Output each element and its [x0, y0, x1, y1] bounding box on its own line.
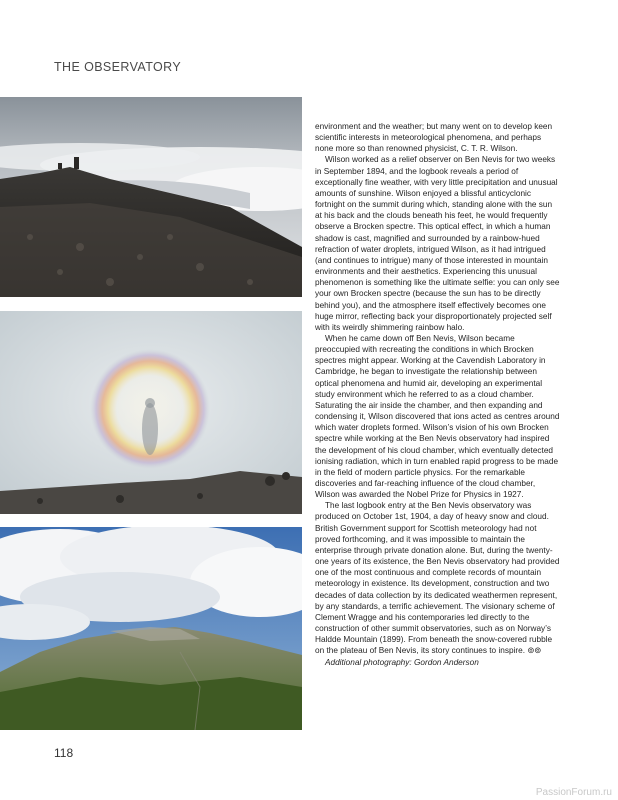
article-body [315, 121, 560, 668]
photo-brocken-spectre-image [0, 311, 302, 514]
photo-summit-cairn [0, 97, 302, 297]
photo-brocken-spectre [0, 311, 302, 514]
paragraph-2: Wilson worked as a relief observer on Ben Nevis for two weeks in September 1894, and the logbook reveals a period of exceptionally fine weather, with very little precipitation and unusual amounts of sunshine. Wilson enjoyed a blissful anticyclonic fortnight on the summit during which, standing alone with the sun at his back and the clouds beneath his feet, he would frequently observe a Brocken spectre. This optical effect, in which a human shadow is cast, magnified and surrounded by a rainbow-hued refraction of water droplets, intrigued Wilson, as it had intrigued (and continues to intrigue) many of those interested in mountain environments and their aesthetics. Experiencing this unusual phenomenon is something like the ultimate selfie: you can only see your own Brocken spectre (because the sun has to be directly behind you), and the atmosphere itself effectively becomes one huge mirror, reflecting back your disproportionately projected self with its weirdly shimmering rainbow halo. [315, 155, 560, 332]
photo-summit-cairn-image [0, 97, 302, 297]
paragraph-3: When he came down off Ben Nevis, Wilson became preoccupied with recreating the conditions in which Brocken spectres might appear. Working at the Cavendish Laboratory in Cambridge, he began to investigate the relationship between optical phenomena and humid air, developing an experimental study environment which he referred to as a cloud chamber. Saturating the air inside the chamber, and then expanding and condensing it, Wilson discovered that ions acted as centres around which water droplets formed. Wilson’s vision of his own Brocken spectre while working at the Ben Nevis observatory had inspired the development of his cloud chamber, which eventually detected ionising radiation, which in turn enabled rapid progress to be made in the field of modern particle physics. For the remarkable discoveries and far-reaching influence of the cloud chamber, Wilson was awarded the Nobel Prize for Physics in 1927. [315, 333, 560, 500]
paragraph-4: The last logbook entry at the Ben Nevis observatory was produced on October 1st, 1904, a day of heavy snow and cloud. British Government support for Scottish meteorology had not proved forthcoming, and it was impossible to maintain the enterprise through private donation alone. But, during the twenty-one years of its existence, the Ben Nevis observatory had provided one of the most continuous and complete records of mountain meteorology in existence. Its development, construction and two decades of data collection by its dedicated weathermen represent, by any standards, a terrific achievement. The visionary scheme of Clement Wragge and his contemporaries led directly to the construction of other summit observatories, such as on Norway’s Haldde Mountain (1899). From beneath the snow-covered rubble on the plateau of Ben Nevis, its story continues to inspire. ⊚⊚ [315, 501, 560, 656]
paragraph-1: environment and the weather; but many went on to develop keen scientific interests in meteorological phenomena, and perhaps none more so than renowned physicist, C. T. R. Wilson. [315, 122, 553, 154]
page-number: 118 [54, 746, 74, 760]
watermark: PassionForum.ru [535, 787, 612, 798]
photo-ben-nevis-landscape-image [0, 527, 302, 730]
photo-credit: Additional photography: Gordon Anderson [325, 657, 479, 667]
section-title: THE OBSERVATORY [54, 60, 182, 74]
photo-ben-nevis-landscape [0, 527, 302, 730]
